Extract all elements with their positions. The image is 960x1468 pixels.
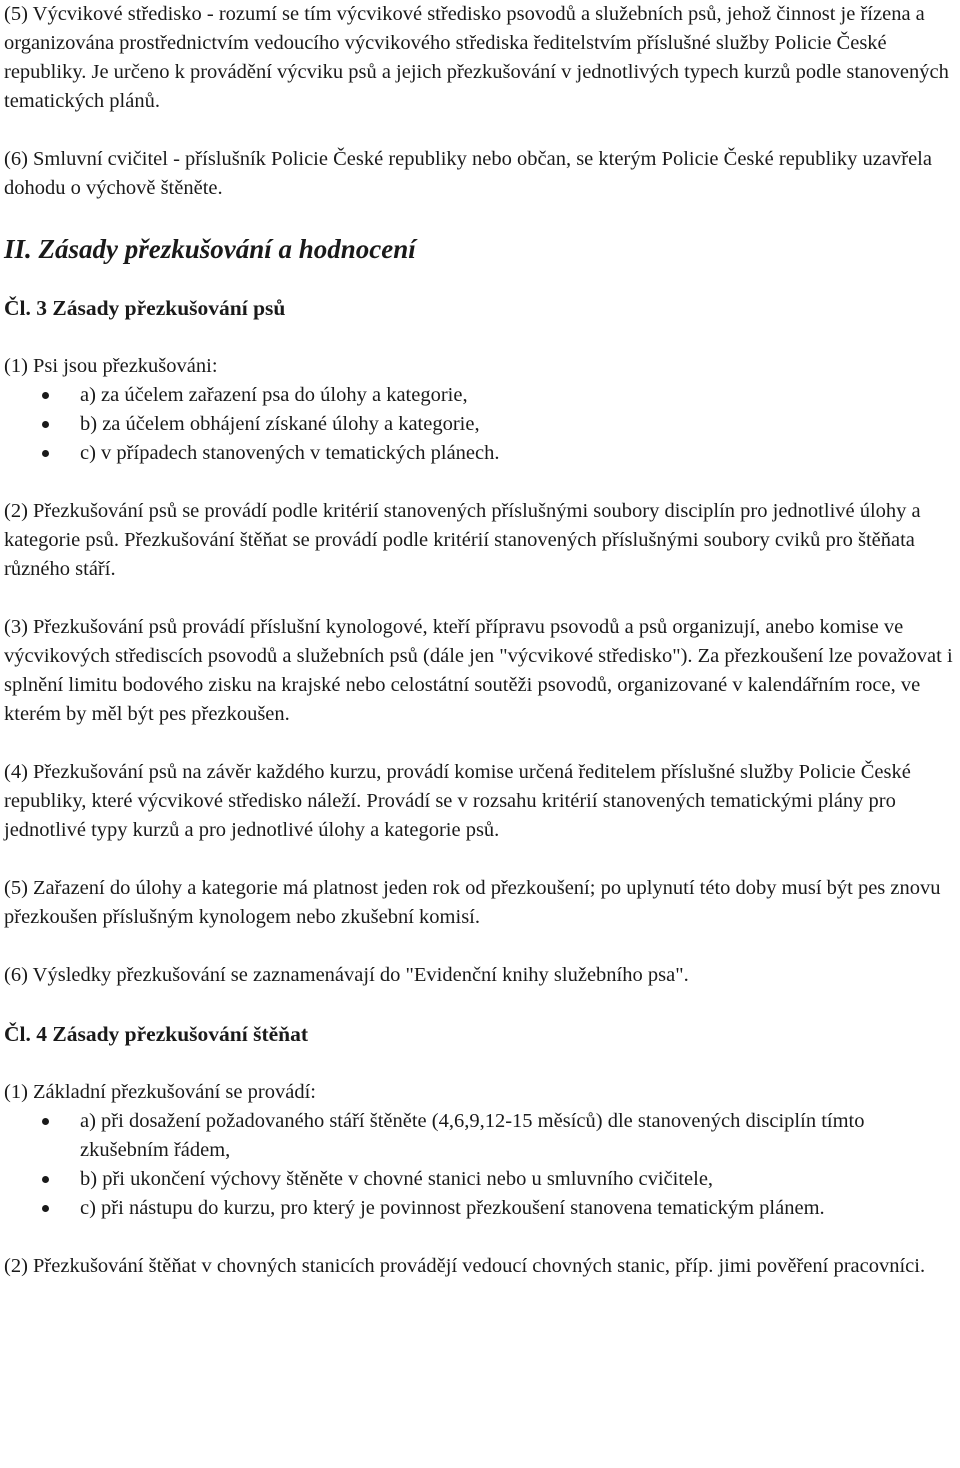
list-item: c) v případech stanovených v tematických plánech. bbox=[4, 439, 956, 468]
section-heading: II. Zásady přezkušování a hodnocení bbox=[4, 234, 416, 264]
article-3-paragraph-1-intro: (1) Psi jsou přezkušováni: bbox=[4, 355, 218, 377]
list-item: a) při dosažení požadovaného stáří štěněte (4,6,9,12-15 měsíců) dle stanovených disciplín tímto zkušebním řádem, bbox=[4, 1107, 956, 1165]
article-3-paragraph-6: (6) Výsledky přezkušování se zaznamenávají do "Evidenční knihy služebního psa". bbox=[4, 964, 689, 986]
list-item: b) za účelem obhájení získané úlohy a kategorie, bbox=[4, 410, 956, 439]
bullet-icon bbox=[42, 392, 49, 399]
article-4-paragraph-2: (2) Přezkušování štěňat v chovných stanicích provádějí vedoucí chovných stanic, příp. jimi pověření pracovníci. bbox=[4, 1255, 926, 1277]
article-3-paragraph-2: (2) Přezkušování psů se provádí podle kritérií stanovených příslušnými soubory disciplín pro jednotlivé úlohy a kategorie psů. Přezkušování štěňat se provádí podle kritérií stanovených příslušnými soubory cviků pro štěňata různého stáří. bbox=[4, 500, 921, 580]
bullet-icon bbox=[42, 450, 49, 457]
article-4-bullet-list bbox=[4, 1107, 956, 1223]
bullet-icon bbox=[42, 1176, 49, 1183]
list-item: a) za účelem zařazení psa do úlohy a kategorie, bbox=[4, 381, 956, 410]
article-3-heading: Čl. 3 Zásady přezkušování psů bbox=[4, 296, 286, 320]
paragraph-training-center-definition: (5) Výcvikové středisko - rozumí se tím výcvikové středisko psovodů a služebních psů, jehož činnost je řízena a organizována prostřednictvím vedoucího výcvikového střediska ředitelstvím příslušné služby Policie České republiky. Je určeno k provádění výcviku psů a jejich přezkušování v jednotlivých typech kurzů podle stanovených tematických plánů. bbox=[4, 3, 949, 112]
article-4-paragraph-1-intro: (1) Základní přezkušování se provádí: bbox=[4, 1081, 316, 1103]
paragraph-contract-trainer-definition: (6) Smluvní cvičitel - příslušník Policie České republiky nebo občan, se kterým Policie České republiky uzavřela dohodu o výchově štěněte. bbox=[4, 148, 932, 199]
article-3-paragraph-4: (4) Přezkušování psů na závěr každého kurzu, provádí komise určená ředitelem příslušné služby Policie České republiky, které výcvikové středisko náleží. Provádí se v rozsahu kritérií stanovených tematickými plány pro jednotlivé typy kurzů a pro jednotlivé úlohy a kategorie psů. bbox=[4, 761, 911, 841]
list-item: b) při ukončení výchovy štěněte v chovné stanici nebo u smluvního cvičitele, bbox=[4, 1165, 956, 1194]
article-4-heading: Čl. 4 Zásady přezkušování štěňat bbox=[4, 1022, 309, 1046]
bullet-icon bbox=[42, 421, 49, 428]
document-page bbox=[4, 0, 956, 1281]
article-3-paragraph-3: (3) Přezkušování psů provádí příslušní kynologové, kteří přípravu psovodů a psů organizují, anebo komise ve výcvikových střediscích psovodů a služebních psů (dále jen "výcvikové středisko"). Za přezkoušení lze považovat i splnění limitu bodového zisku na krajské nebo celostátní soutěži psovodů, organizované v kalendářním roce, ve kterém by měl být pes přezkoušen. bbox=[4, 616, 953, 725]
bullet-icon bbox=[42, 1205, 49, 1212]
list-item: c) při nástupu do kurzu, pro který je povinnost přezkoušení stanovena tematickým plánem. bbox=[4, 1194, 956, 1223]
article-3-bullet-list bbox=[4, 381, 956, 468]
article-3-paragraph-5: (5) Zařazení do úlohy a kategorie má platnost jeden rok od přezkoušení; po uplynutí této doby musí být pes znovu přezkoušen příslušným kynologem nebo zkušební komisí. bbox=[4, 877, 941, 928]
bullet-icon bbox=[42, 1118, 49, 1125]
